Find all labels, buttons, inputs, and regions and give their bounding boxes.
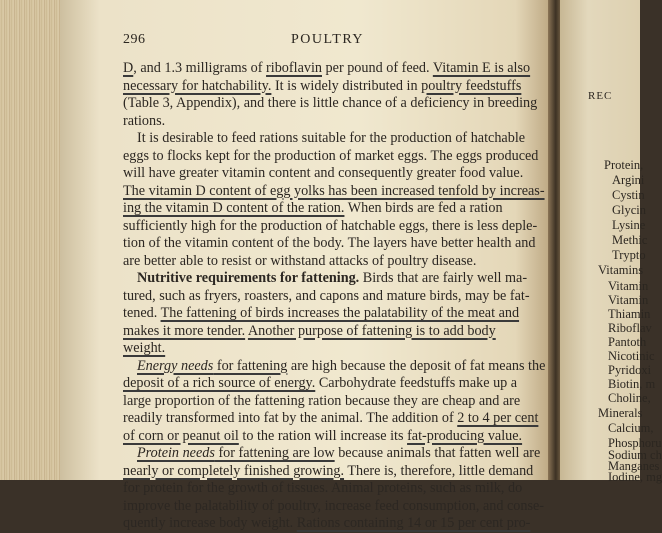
right-page-line: Biotin, m [608,377,656,391]
text-line [123,113,519,131]
text-line [123,77,522,96]
paragraph-energy-needs [123,357,546,446]
paragraph-fattening-requirements [123,270,530,358]
text-run: large proportion of the fattening ration because they are cheap and are [123,392,521,409]
underlined-text: Another purpose of fattening is to add body [247,322,496,339]
underlined-text: The fattening of birds increases the palatability of the meat and [160,305,520,321]
text-run: readily transformed into fat by the animal. The addition of [123,410,458,426]
text-line [123,270,528,288]
underlined-text: nearly or completely finished growing. [123,462,345,479]
text-line [123,287,530,306]
page-number: 296 [123,32,146,47]
right-page-line: Choline, [608,391,651,405]
text-run: tened. [123,305,161,321]
text-line [123,462,534,481]
right-page-line: Manganes [608,459,660,473]
right-page-line: Iodine, mg [608,470,662,484]
underlined-text: deposit of a rich source of energy. [123,375,316,391]
underlined-text: weight. [123,340,166,356]
right-page-line: Lysine [612,218,646,232]
paragraph-protein-needs [123,445,545,533]
text-line [123,480,523,498]
text-run: rations. [123,112,166,129]
body-text [123,60,546,533]
text-run: because animals that fatten well are [334,445,541,461]
right-page-line: Sodium ch [608,448,662,462]
right-page-line: Protein, [604,158,644,172]
right-page-line: Nicotinic [608,349,655,363]
right-page-line: Pantoth [608,335,647,349]
underlined-text: Rations containing 14 or 15 per cent pro- [296,515,531,531]
underlined-text: The vitamin D content of egg yolks has been increased tenfold by increas- [123,182,545,199]
text-run: Nutritive requirements for fattening. [137,270,360,286]
text-run: tured, such as fryers, roasters, and capons and mature birds, may be fat- [123,287,530,304]
right-page-line: Phosphoru [608,436,662,450]
text-line [123,217,538,236]
text-line [123,357,546,376]
underlined-text: for fattening are low [214,445,335,461]
underlined-text: riboflavin [266,60,322,76]
text-line [123,427,523,446]
right-page-header-fragment: REC [588,90,613,102]
text-run: are high because the deposit of fat means the [287,357,546,374]
text-run: are better able to resist or withstand attacks of poultry disease. [123,252,477,269]
text-line [123,165,524,183]
underlined-text: poultry feedstuffs [421,77,522,94]
text-run: eggs to flocks kept for the production of market eggs. The eggs produced [123,147,539,164]
right-page-line: Argini [612,173,645,187]
text-line [123,130,526,148]
underlined-text: D [123,60,134,76]
text-run: , and 1.3 milligrams of [133,60,267,76]
right-page-line: Riboflav [608,321,652,335]
right-page-line: Vitamins [598,263,644,277]
text-line [123,445,541,463]
text-line [123,375,519,393]
text-run: It is widely distributed in [271,77,422,94]
underlined-text: of corn or peanut oil [123,427,239,444]
right-page-line: Trypto [612,248,646,262]
right-page-line: Minerals [598,406,643,420]
text-run: It is desirable to feed rations suitable for the production of hatchable [137,130,526,146]
text-line [123,253,519,271]
right-page-line: Thiamin [608,307,651,321]
right-page-line: Calcium, [608,421,654,435]
right-page-line: Cystin [612,188,645,202]
right-page-line: Pyridoxi [608,363,652,377]
text-run: tion of the vitamin content of the body. The layers have better health and [123,235,536,251]
text-run: Carbohydrate feedstuffs make up a [315,375,518,391]
underlined-text: Protein needs [137,445,215,461]
text-line [123,200,519,218]
text-run: There is, therefore, little demand [344,462,534,479]
text-line [123,323,519,341]
text-line [123,515,531,533]
text-line [123,305,519,323]
underlined-text: ing the vitamin D content of the ration. [123,200,345,216]
right-page-line: Glycin [612,203,647,217]
underlined-text: fat-producing value. [407,427,523,444]
text-run: Birds that are fairly well ma- [359,270,528,286]
right-page-line: Vitamin [608,293,649,307]
paragraph-hatchable-eggs [123,130,545,270]
page-header [0,32,640,52]
running-title: POULTRY [291,32,365,47]
text-run: When birds are fed a ration [344,200,503,216]
right-page-line: Vitamin [608,279,649,293]
paragraph-vitamin-e [123,60,538,130]
text-line [123,147,539,166]
text-run: will have greater vitamin content and consequently greater food value. [123,165,524,181]
text-line [123,393,519,411]
underlined-text: makes it more tender. [123,322,246,339]
text-run: improve the palatability of poultry, increase feed consumption, and conse- [123,497,545,514]
right-page [560,0,662,484]
text-line [123,235,536,253]
text-run: to the ration will increase its [238,427,408,444]
underlined-text: 2 to 4 per cent [457,410,539,426]
text-line [123,340,519,358]
underlined-text: Vitamin E is also [432,60,531,76]
text-run: per pound of feed. [322,60,433,76]
text-line [123,60,531,78]
text-line [123,182,545,201]
underlined-text: necessary for hatchability. [123,77,272,94]
right-page-line: Methic [612,233,648,247]
underlined-text: Energy needs [137,357,214,374]
text-line [123,410,539,428]
text-run: sufficiently high for the production of hatchable eggs, there is less deple- [123,217,538,234]
text-run: quently increase body weight. [123,515,297,531]
text-run: (Table 3, Appendix), and there is little chance of a deficiency in breeding [123,95,538,111]
underlined-text: for fattening [213,357,288,374]
text-line [123,497,545,516]
text-line [123,95,538,113]
text-run: for protein for the growth of tissues. Animal proteins, such as milk, do [123,480,523,496]
